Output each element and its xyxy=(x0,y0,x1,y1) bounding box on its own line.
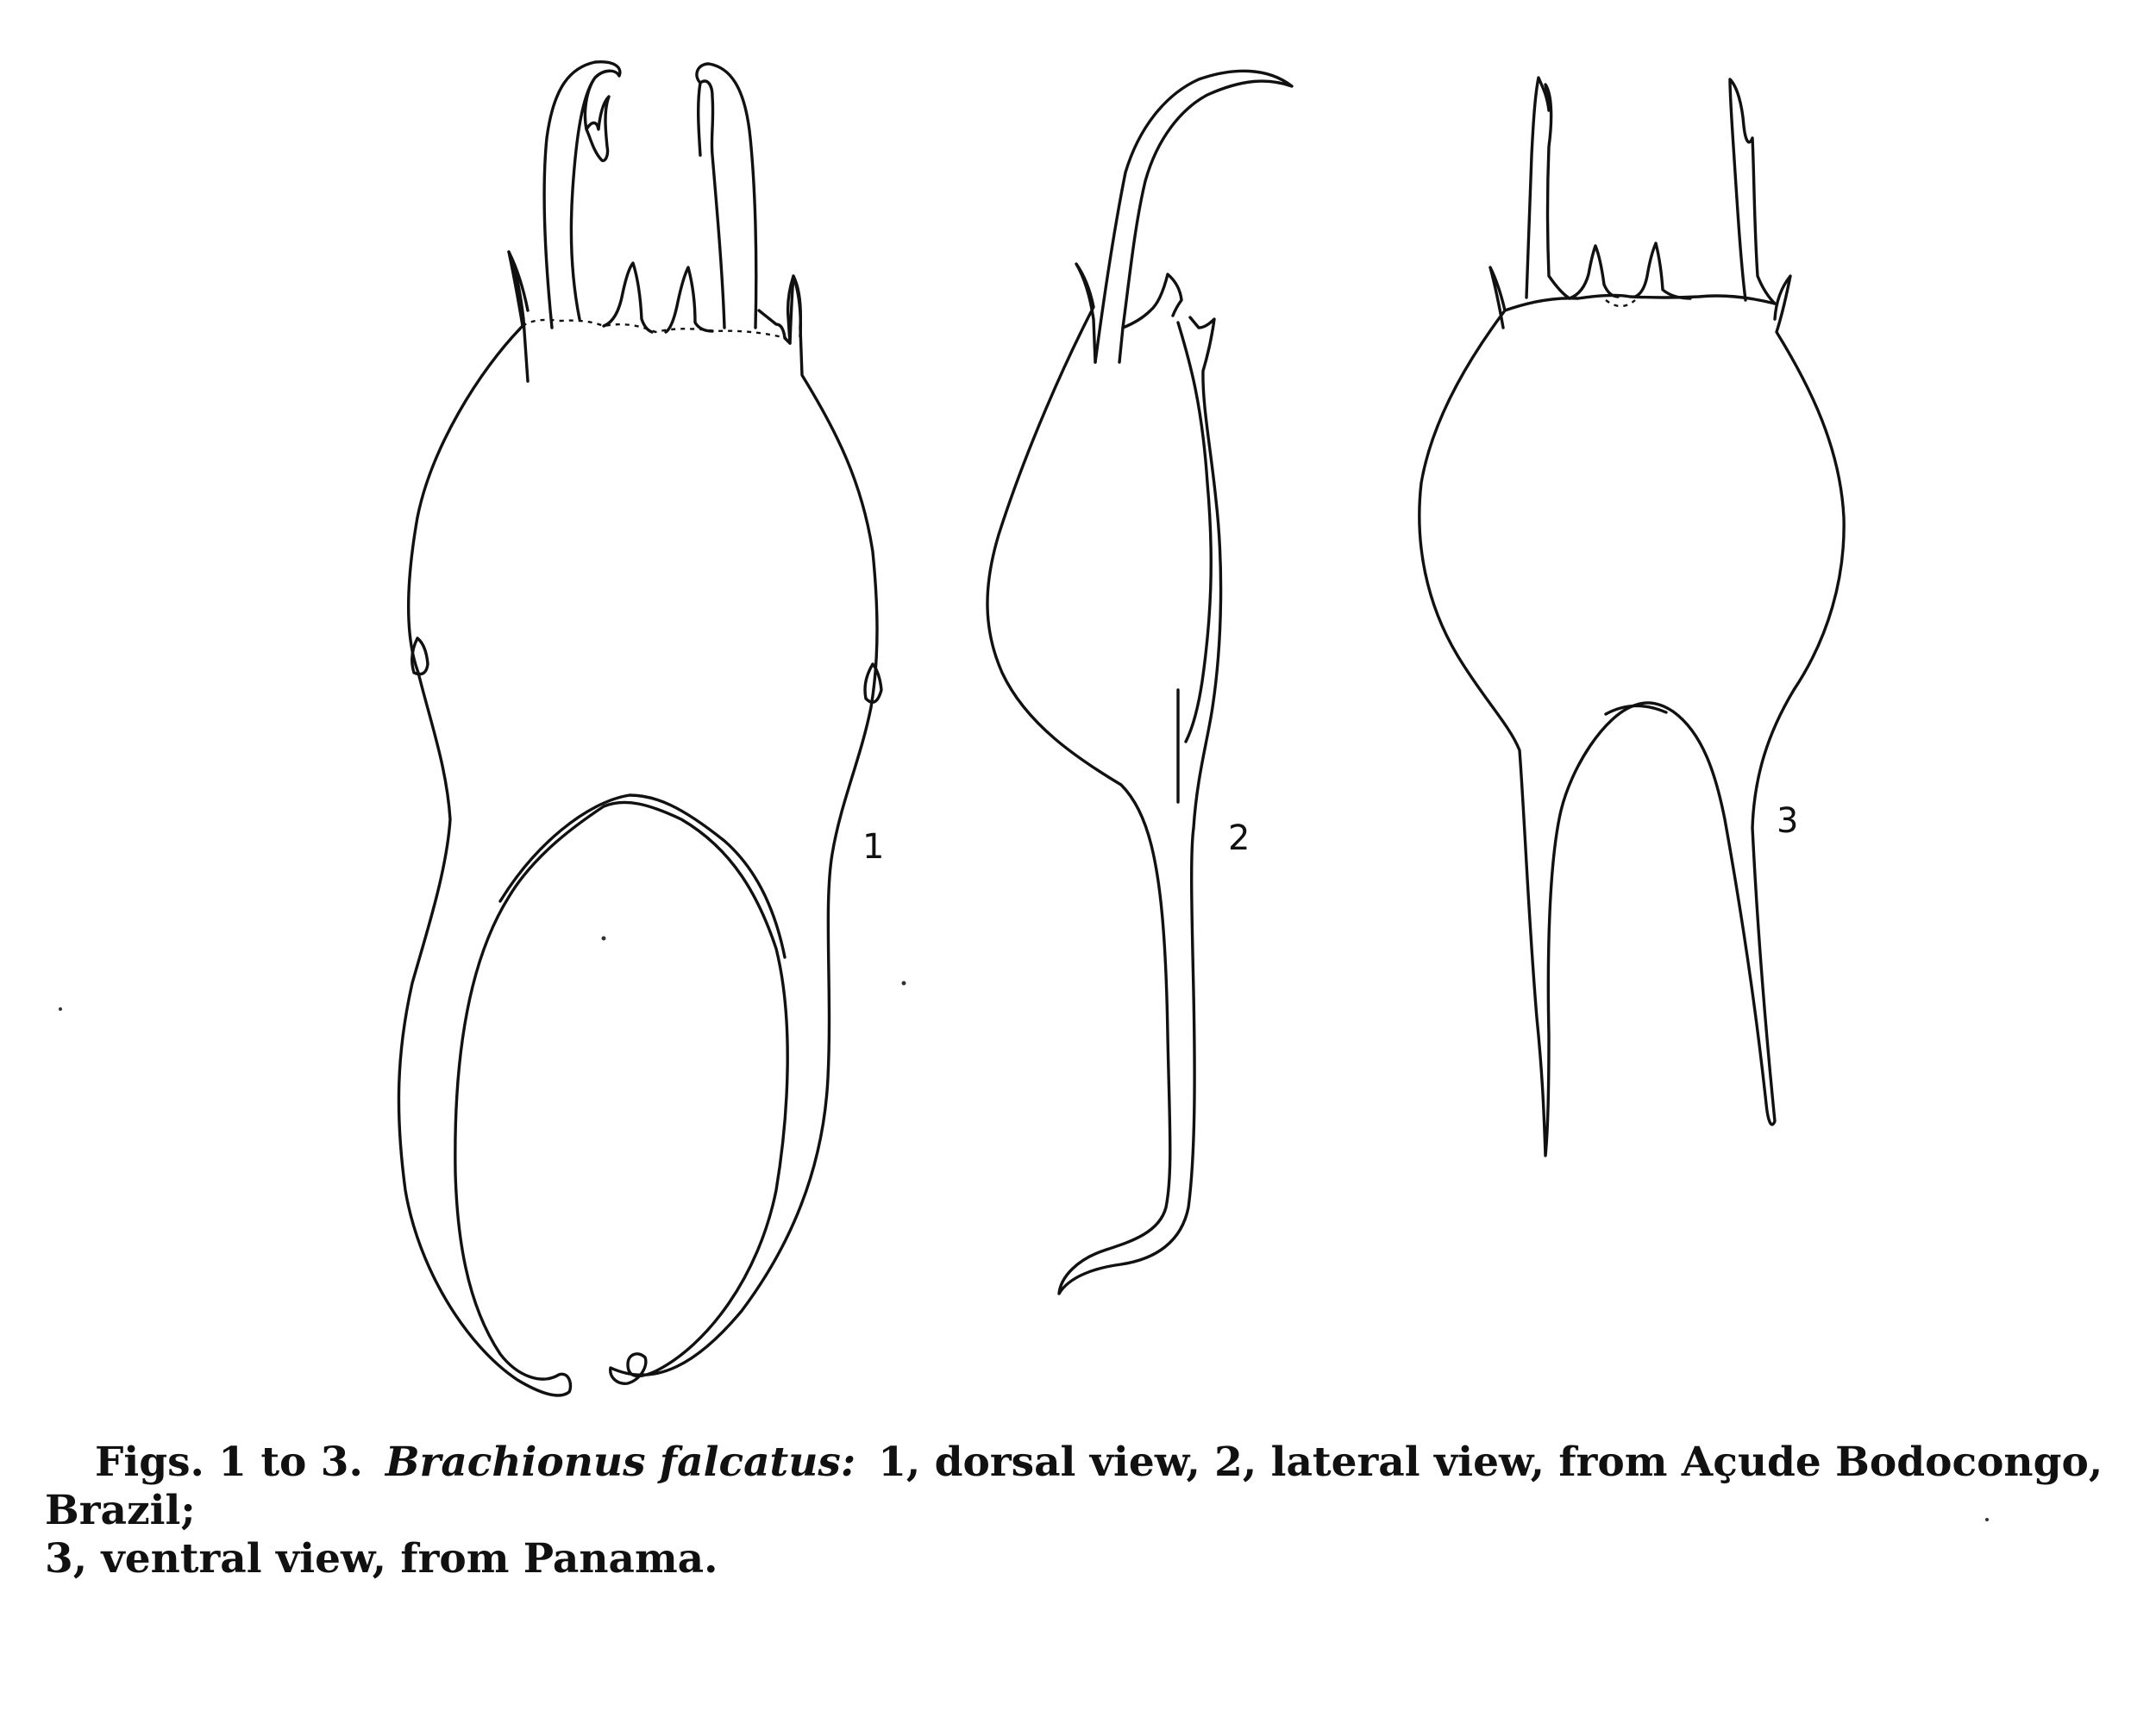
printing-specks xyxy=(59,937,1989,1522)
figure-3-ventral-view xyxy=(1420,78,1844,1156)
caption-lead: Figs. 1 to 3. xyxy=(95,1439,363,1486)
caption-species-name: Brachionus falcatus: xyxy=(385,1439,856,1486)
figure-1-dorsal-view xyxy=(398,62,884,1395)
figure-2-lateral-view xyxy=(987,71,1292,1294)
caption-line-1 xyxy=(45,1439,2132,1535)
caption-line-2: 3, ventral view, from Panama. xyxy=(45,1535,718,1583)
figure-caption xyxy=(45,1439,2132,1583)
figure-number-3: 3 xyxy=(1777,801,1799,841)
caption-line-1-text: 1, dorsal view, 2, lateral view, from Açude Bodocongo, Brazil; xyxy=(45,1439,2103,1534)
figure-number-2: 2 xyxy=(1228,818,1250,858)
figure-number-1: 1 xyxy=(862,827,885,867)
